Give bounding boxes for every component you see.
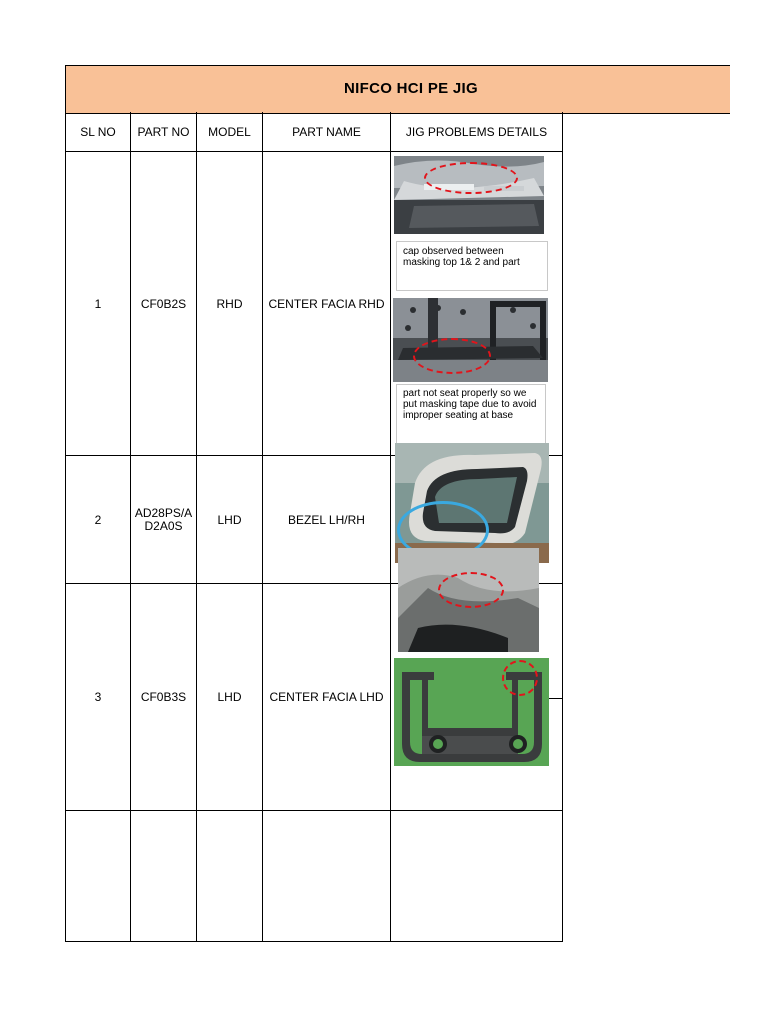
header-sl-no: SL NO [66, 112, 131, 152]
row3-sl-no: 3 [66, 584, 131, 811]
row2-sl-no: 2 [66, 456, 131, 584]
photo-bezel-closeup [398, 548, 539, 652]
header-part-no: PART NO [131, 112, 197, 152]
note-part-not-seat: part not seat properly so we put masking tape due to avoid improper seating at base [396, 384, 546, 444]
row3-part-no: CF0B3S [131, 584, 197, 811]
red-highlight-circle [502, 660, 538, 696]
header-part-name: PART NAME [263, 112, 391, 152]
row2-model: LHD [197, 456, 263, 584]
row2-part-no: AD28PS/A D2A0S [131, 456, 197, 584]
row3-model: LHD [197, 584, 263, 811]
photo-center-facia-frame [394, 658, 549, 766]
header-model: MODEL [197, 112, 263, 152]
photo-jig-masking-top [394, 156, 544, 234]
title-clip [65, 65, 562, 112]
row4-model [197, 811, 263, 942]
row3-part-name: CENTER FACIA LHD [263, 584, 391, 811]
row1-model: RHD [197, 152, 263, 456]
row4-details-cell [391, 811, 563, 942]
photo-part-seating-base [393, 298, 548, 382]
document-title: NIFCO HCI PE JIG [344, 80, 478, 97]
row4-part-no [131, 811, 197, 942]
photo-bezel [395, 443, 549, 563]
connector-line [549, 698, 562, 699]
row1-part-name: CENTER FACIA RHD [263, 152, 391, 456]
row2-part-name: BEZEL LH/RH [263, 456, 391, 584]
row4-part-name [263, 811, 391, 942]
red-highlight-circle [424, 162, 518, 194]
row1-part-no: CF0B2S [131, 152, 197, 456]
note-cap-observed: cap observed between masking top 1& 2 and part [396, 241, 548, 291]
red-highlight-circle [413, 338, 491, 374]
header-jig-problems: JIG PROBLEMS DETAILS [391, 112, 563, 152]
row1-sl-no: 1 [66, 152, 131, 456]
red-highlight-circle [438, 572, 504, 608]
row4-sl-no [66, 811, 131, 942]
